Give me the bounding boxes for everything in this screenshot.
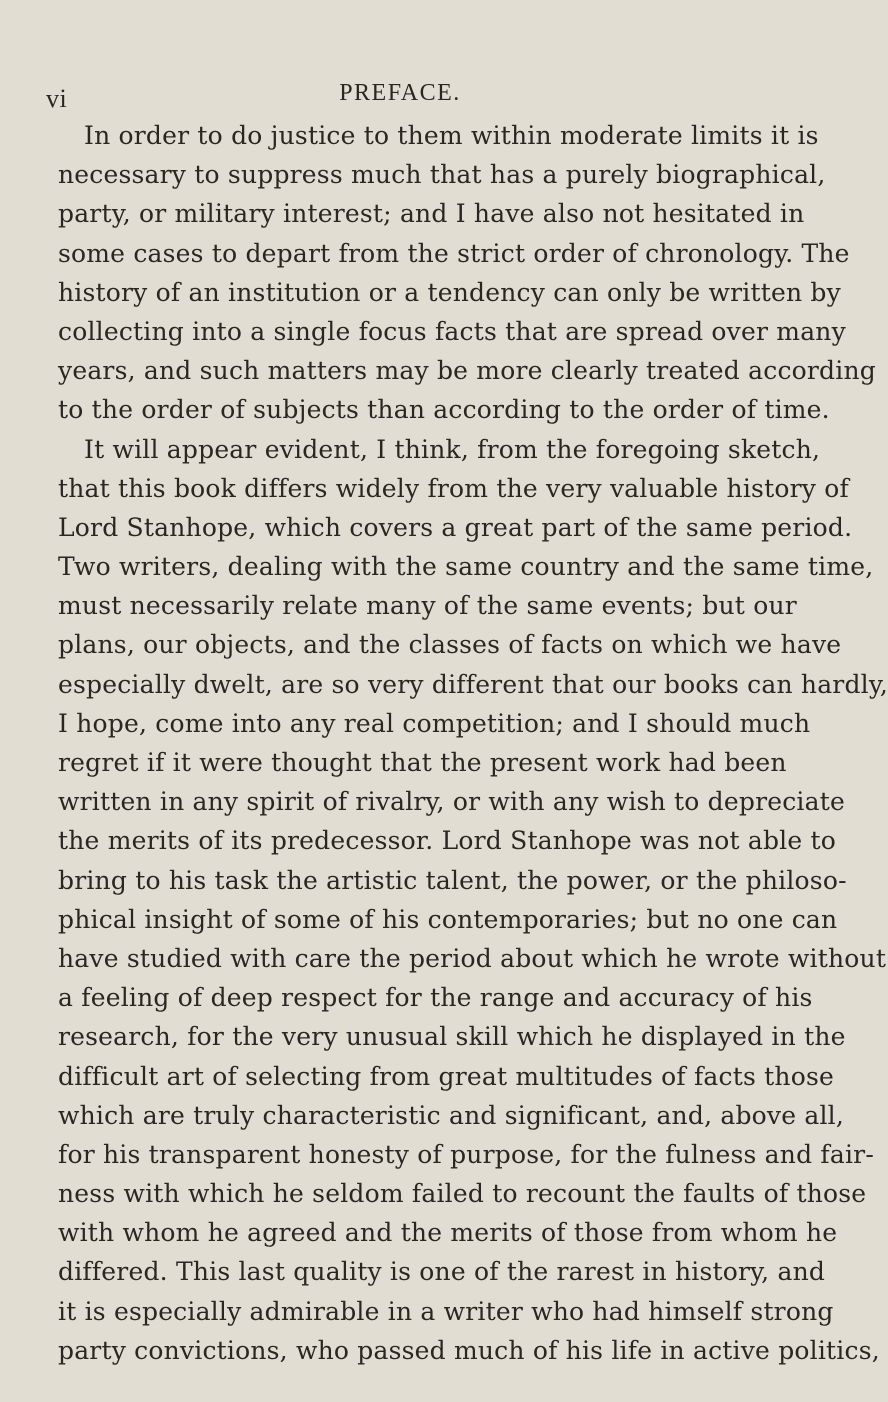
text-line: phical insight of some of his contemporaries; but no one can [58, 904, 838, 934]
text-line: differed. This last quality is one of the rarest in history, and [58, 1257, 826, 1287]
text-line: that this book differs widely from the very valuable history of [58, 473, 849, 503]
text-line: party convictions, who passed much of his life in active politics, [58, 1335, 880, 1365]
text-line: Two writers, dealing with the same country and the same time, [58, 552, 874, 582]
text-line: especially dwelt, are so very different that our books can hardly, [58, 669, 888, 699]
running-head: PREFACE. [339, 80, 461, 106]
text-line: Lord Stanhope, which covers a great part of the same period. [58, 512, 853, 542]
text-line: plans, our objects, and the classes of facts on which we have [58, 630, 842, 660]
text-line: some cases to depart from the strict order of chronology. The [58, 238, 850, 268]
text-line: with whom he agreed and the merits of those from whom he [58, 1218, 838, 1248]
text-line: history of an institution or a tendency can only be written by [58, 277, 841, 307]
text-line: it is especially admirable in a writer who had himself strong [58, 1296, 834, 1326]
text-line: which are truly characteristic and significant, and, above all, [58, 1100, 845, 1130]
page-number: vi [46, 84, 68, 113]
text-line: It will appear evident, I think, from the foregoing sketch, [84, 434, 821, 464]
text-line: I hope, come into any real competition; and I should much [58, 708, 811, 738]
text-line: written in any spirit of rivalry, or with any wish to depreciate [58, 787, 845, 817]
text-line: party, or military interest; and I have also not hesitated in [58, 199, 805, 229]
text-line: necessary to suppress much that has a purely biographical, [58, 160, 826, 190]
text-line: ness with which he seldom failed to recount the faults of those [58, 1179, 867, 1209]
text-line: must necessarily relate many of the same events; but our [58, 591, 797, 621]
text-line: In order to do justice to them within moderate limits it is [84, 121, 819, 150]
text-line: years, and such matters may be more clearly treated according [58, 356, 876, 386]
text-line: a feeling of deep respect for the range and accuracy of his [58, 983, 813, 1013]
text-line: to the order of subjects than according to the order of time. [58, 395, 830, 425]
body-text [58, 116, 888, 1370]
text-line: have studied with care the period about which he wrote without [58, 943, 887, 973]
text-line: the merits of its predecessor. Lord Stanhope was not able to [58, 826, 836, 856]
text-line: difficult art of selecting from great multitudes of facts those [58, 1061, 834, 1091]
text-line: bring to his task the artistic talent, the power, or the philoso- [58, 865, 847, 895]
text-line: for his transparent honesty of purpose, for the fulness and fair- [58, 1139, 874, 1169]
text-line: research, for the very unusual skill which he displayed in the [58, 1022, 846, 1052]
text-line: collecting into a single focus facts that are spread over many [58, 316, 846, 346]
text-line: regret if it were thought that the present work had been [58, 748, 787, 777]
